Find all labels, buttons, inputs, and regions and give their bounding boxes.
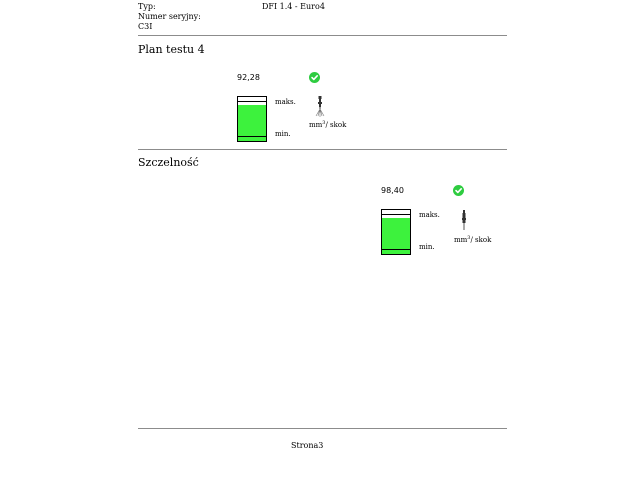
level-gauge — [381, 209, 411, 255]
divider — [138, 149, 507, 150]
serial-value: C3I — [138, 22, 153, 31]
measured-value: 98,40 — [381, 186, 404, 195]
divider — [138, 35, 507, 36]
type-label: Typ: — [138, 2, 156, 11]
unit-label: $mm^3/$ skok — [309, 120, 347, 129]
type-value: DFI 1.4 - Euro4 — [262, 2, 325, 11]
min-label: min. — [275, 130, 291, 138]
max-label: maks. — [419, 211, 440, 219]
check-icon — [309, 72, 320, 83]
section-title: Plan testu 4 — [138, 43, 205, 56]
max-label: maks. — [275, 98, 296, 106]
injector-icon — [459, 210, 469, 236]
footer-divider — [138, 428, 507, 429]
max-marker — [238, 101, 266, 102]
measured-value: 92,28 — [237, 73, 260, 82]
min-marker — [238, 136, 266, 137]
section-title: Szczelność — [138, 156, 199, 169]
serial-label: Numer seryjny: — [138, 12, 201, 21]
min-marker — [382, 249, 410, 250]
max-marker — [382, 214, 410, 215]
level-gauge — [237, 96, 267, 142]
page-number: Strona3 — [291, 441, 324, 450]
min-label: min. — [419, 243, 435, 251]
unit-label: $mm^3/$ skok — [454, 235, 492, 244]
injector-icon — [314, 96, 326, 122]
check-icon — [453, 185, 464, 196]
